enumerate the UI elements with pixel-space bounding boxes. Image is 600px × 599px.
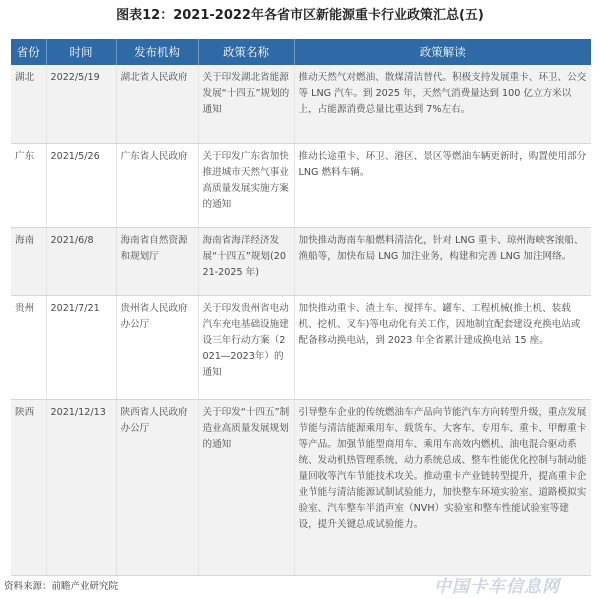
policy-table: [11, 39, 591, 576]
cell-date: 2022/5/19: [46, 65, 116, 143]
cell-policy-name: 关于印发“十四五”制造业高质量发展规划的通知: [198, 399, 294, 575]
page-title: 图表12：2021-2022年各省市区新能源重卡行业政策汇总(五): [116, 8, 484, 23]
cell-date: 2021/12/13: [46, 399, 116, 575]
cell-policy-name: 关于印发广东省加快推进城市天然气事业高质量发展实施方案的通知: [198, 143, 294, 227]
table-row: [11, 227, 591, 295]
table-row: [11, 399, 591, 575]
source-note: 资料来源：前瞻产业研究院: [4, 581, 119, 592]
cell-date: 2021/5/26: [46, 143, 116, 227]
cell-interpretation: 推动天然气对燃油、散煤清洁替代。积极支持发展重卡、环卫、公交等 LNG 汽车。到 2025 年，天然气消费量达到 100 亿立方米以上，占能源消费总量比重达到 7%左右。: [294, 65, 591, 143]
header-province: 省份: [11, 39, 46, 65]
header-interpretation: 政策解读: [294, 39, 591, 65]
header-date: 时间: [46, 39, 116, 65]
watermark-logo: 中国卡车信息网: [434, 577, 560, 597]
cell-province: 贵州: [11, 295, 46, 399]
header-policy-name: 政策名称: [198, 39, 294, 65]
header-agency: 发布机构: [116, 39, 198, 65]
cell-agency: 海南省自然资源和规划厅: [116, 227, 198, 295]
cell-province: 海南: [11, 227, 46, 295]
table-row: [11, 65, 591, 143]
cell-agency: 贵州省人民政府办公厅: [116, 295, 198, 399]
cell-interpretation: 加快推动重卡、渣土车、搅拌车、罐车、工程机械(推土机、装载机、挖机、叉车)等电动化有关工作，因地制宜配套建设充换电站或配备移动换电站，到 2023 年全省累计建成换电站 15 座。: [294, 295, 591, 399]
table-header-row: [11, 39, 591, 65]
cell-agency: 广东省人民政府: [116, 143, 198, 227]
cell-agency: 湖北省人民政府: [116, 65, 198, 143]
cell-policy-name: 海南省海洋经济发展“十四五”规划(2021-2025 年): [198, 227, 294, 295]
cell-date: 2021/6/8: [46, 227, 116, 295]
cell-province: 广东: [11, 143, 46, 227]
cell-policy-name: 关于印发湖北省能源发展“十四五”规划的通知: [198, 65, 294, 143]
cell-policy-name: 关于印发贵州省电动汽车充电基础设施建设三年行动方案（2021—2023年）的通知: [198, 295, 294, 399]
cell-interpretation: 推动长途重卡、环卫、港区、景区等燃油车辆更新时，购置使用部分 LNG 燃料车辆。: [294, 143, 591, 227]
cell-date: 2021/7/21: [46, 295, 116, 399]
cell-province: 湖北: [11, 65, 46, 143]
cell-interpretation: 加快推动海南车船燃料清洁化，针对 LNG 重卡、琼州海峡客滚船、渔船等，加快布局 LNG 加注业务，构建和完善 LNG 加注网络。: [294, 227, 591, 295]
cell-province: 陕西: [11, 399, 46, 575]
table-row: [11, 295, 591, 399]
table-row: [11, 143, 591, 227]
cell-interpretation: 引导整车企业的传统燃油车产品向节能汽车方向转型升级，重点发展节能与清洁能源乘用车、载货车、大客车、专用车、重卡、甲醇重卡等产品。加强节能型商用车、乘用车高效内燃机、油电混合驱动系统、发动机热管理系统、动力系统总成、整车性能优化控制与制动能量回收等汽车节能技术攻关。推动重卡产业链转型提升，提高重卡企业节能与清洁能源试制试验能力，加快整车环境实验室、道路模拟实验室、汽车整车半消声室（NVH）实验室和整车性能试验室等建设，提升关键总成试验能力。: [294, 399, 591, 575]
cell-agency: 陕西省人民政府办公厅: [116, 399, 198, 575]
